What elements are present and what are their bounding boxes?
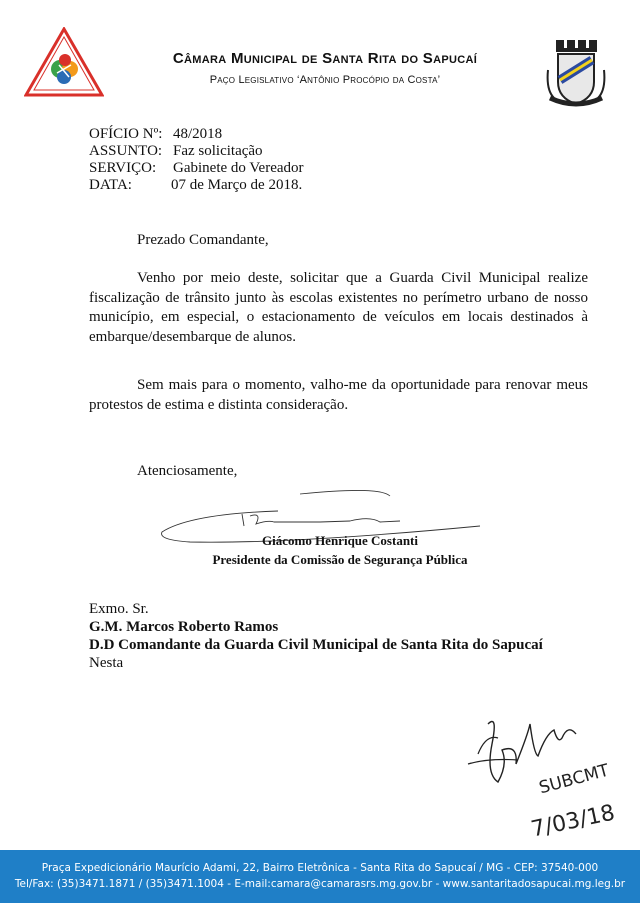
letterhead	[0, 0, 640, 110]
signatory-name: Giácomo Henrique Costanti	[262, 533, 418, 548]
meta-label: DATA:	[89, 177, 132, 193]
signatory-role: Presidente da Comissão de Segurança Pública	[212, 552, 468, 567]
meta-label: OFÍCIO Nº:	[89, 126, 163, 142]
greeting: Prezado Comandante,	[137, 232, 269, 248]
camara-logo-icon	[24, 27, 104, 99]
footer-contact: Tel/Fax: (35)3471.1871 / (35)3471.1004 - E-mail:camara@camarasrs.mg.gov.br - www.santaritadosapucai.mg.leg.br	[14, 878, 626, 890]
institution-subtitle: Paço Legislativo ‘Antônio Procópio da Costa’	[209, 74, 441, 86]
receipt-annotation-icon	[458, 694, 628, 844]
footer-address: Praça Expedicionário Maurício Adami, 22, Bairro Eletrônica - Santa Rita do Sapucaí / MG - CEP: 37540-000	[41, 862, 599, 874]
meta-value: 48/2018	[173, 126, 223, 142]
body-paragraph-request: Venho por meio deste, solicitar que a Guarda Civil Municipal realize fiscalização de trânsito junto às escolas existentes no perímetro urbano de nosso município, em especial, o estacionamento de veículos em locais destinados à embarque/desembarque de alunos.	[89, 270, 588, 345]
recipient-location: Nesta	[89, 655, 124, 671]
recipient-block	[89, 600, 543, 672]
coat-of-arms-icon	[546, 40, 606, 108]
recipient-title: D.D Comandante da Guarda Civil Municipal de Santa Rita do Sapucaí	[89, 637, 543, 653]
footer	[0, 850, 640, 903]
meta-label: SERVIÇO:	[89, 160, 157, 176]
annotation-line1: SUBCMT	[536, 760, 612, 799]
meta-value: 07 de Março de 2018.	[171, 177, 303, 193]
signature-block	[200, 533, 480, 568]
meta-value: Gabinete do Vereador	[173, 160, 304, 176]
annotation-line2: 7/03/18	[528, 800, 618, 843]
institution-title: Câmara Municipal de Santa Rita do Sapucaí	[172, 50, 478, 67]
recipient-name: G.M. Marcos Roberto Ramos	[89, 619, 279, 635]
meta-value: Faz solicitação	[173, 143, 263, 159]
recipient-salutation: Exmo. Sr.	[89, 601, 149, 617]
body-paragraph-closing: Sem mais para o momento, valho-me da oportunidade para renovar meus protestos de estima e distinta consideração.	[89, 377, 588, 413]
closing: Atenciosamente,	[137, 463, 238, 479]
meta-label: ASSUNTO:	[89, 143, 163, 159]
